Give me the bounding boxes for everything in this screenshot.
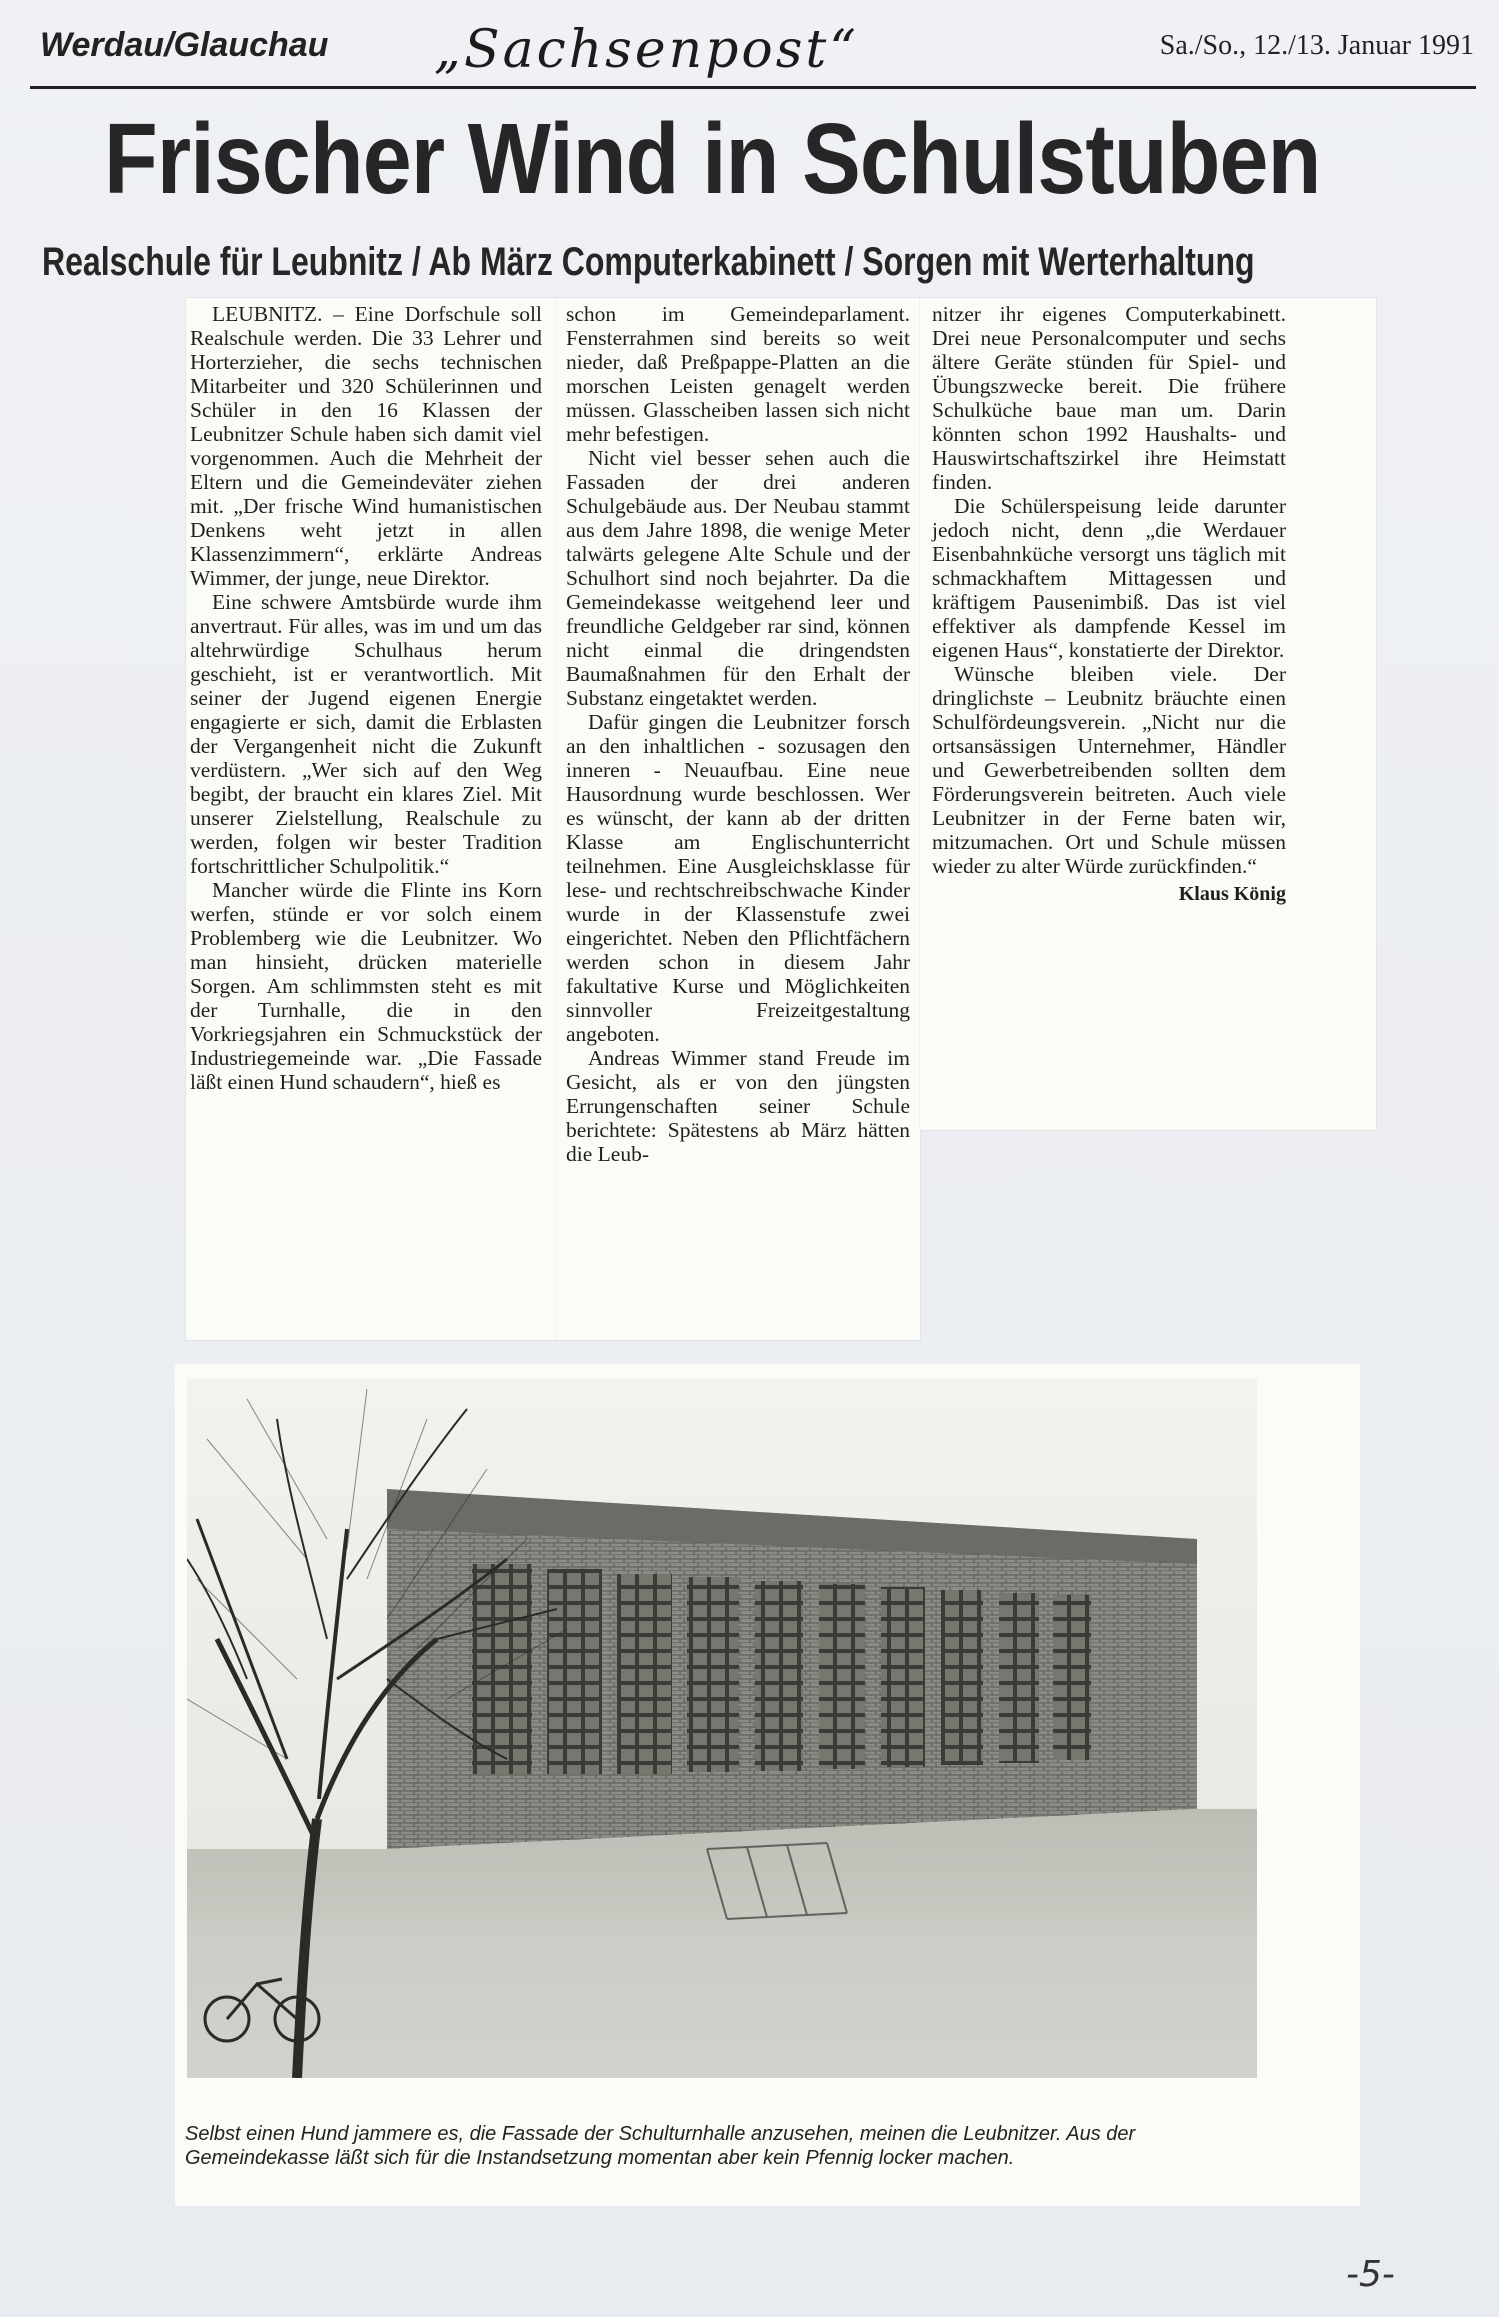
article-column-1 [190, 302, 542, 1094]
school-gym-photo [187, 1379, 1257, 2078]
paragraph: Eine schwere Amtsbürde wurde ihm anvertraut. Für alles, was im und um das altehrwürdige Schulhaus herum geschieht, ist er verantwortlich. Mit seiner der Jugend eigenen Energie engagierte er sich, damit die Erblasten der Vergangenheit nicht die Zukunft verdüstern. „Wer sich auf den Weg begibt, der braucht ein klares Ziel. Mit unserer Zielstellung, Realschule zu werden, folgen wir bester Tradition fortschrittlicher Schulpolitik.“ [190, 590, 542, 878]
author-byline: Klaus König [1178, 883, 1286, 905]
newspaper-name: „Sachsenpost“ [434, 20, 859, 80]
paragraph: Mancher würde die Flinte ins Korn werfen, stünde er vor solch einem Problemberg wie die Leubnitzer. Wo man hinsieht, drücken materielle Sorgen. Am schlimmsten steht es mit der Turnhalle, die in den Vorkriegsjahren ein Schmuckstück der Industriegemeinde war. „Die Fassade läßt einen Hund schaudern“, hieß es [190, 878, 542, 1094]
page-number: -5- [1346, 2254, 1395, 2295]
photo-caption: Selbst einen Hund jammere es, die Fassade der Schulturnhalle anzusehen, meinen die Leubnitzer. Aus der Gemeindekasse läßt sich für die Instandsetzung momentan aber kein Pfennig locker machen. [185, 2123, 1136, 2169]
paragraph: Dafür gingen die Leubnitzer forsch an den inhaltlichen - sozusagen den inneren - Neuaufbau. Eine neue Hausordnung wurde beschlossen. Wer es wünscht, der kann ab der dritten Klasse am Englischunterricht teilnehmen. Eine Ausgleichsklasse für lese- und rechtschreibschwache Kinder wurde in der Klassenstufe zwei eingerichtet. Neben den Pflichtfächern werden schon in diesem Jahr fakultative Kurse und Möglichkeiten sinnvoller Freizeitgestaltung angeboten. [566, 710, 910, 1046]
article-subheadline: Realschule für Leubnitz / Ab März Computerkabinett / Sorgen mit Werterhaltung [42, 240, 1255, 284]
paragraph: Die Schülerspeisung leide darunter jedoch nicht, denn „die Werdauer Eisenbahnküche versorgt uns täglich mit schmackhaftem Mittagessen und kräftigem Pausenimbiß. Das ist viel effektiver als dampfende Kessel im eigenen Haus“, konstatierte der Direktor. [932, 494, 1286, 662]
article-column-2 [566, 302, 910, 1166]
paragraph: nitzer ihr eigenes Computerkabinett. Drei neue Personalcomputer und sechs ältere Geräte stünden für Spiel- und Übungszwecke bereit. Die frühere Schulküche baue man um. Darin könnten schon 1992 Haushalts- und Hauswirtschaftszirkel ihre Heimstatt finden. [932, 302, 1286, 494]
paragraph: Andreas Wimmer stand Freude im Gesicht, als er von den jüngsten Errungenschaften seiner Schule berichtete: Spätestens ab März hätten die Leub- [566, 1046, 910, 1166]
photo-clipping [175, 1364, 1360, 2206]
article-column-3 [932, 302, 1286, 906]
paragraph: schon im Gemeindeparlament. Fensterrahmen sind bereits so weit nieder, daß Preßpappe-Platten an die morschen Leisten genagelt werden müssen. Glasscheiben lassen sich nicht mehr befestigen. [566, 302, 910, 446]
masthead-rule [30, 86, 1476, 89]
paragraph: LEUBNITZ. – Eine Dorfschule soll Realschule werden. Die 33 Lehrer und Horterzieher, die sechs technischen Mitarbeiter und 320 Schülerinnen und Schüler in den 16 Klassen der Leubnitzer Schule haben sich damit viel vorgenommen. Auch die Mehrheit der Eltern und die Gemeindeväter ziehen mit. „Der frische Wind humanistischen Denkens weht jetzt in allen Klassenzimmern“, erklärte Andreas Wimmer, der junge, neue Direktor. [190, 302, 542, 590]
paragraph: Wünsche bleiben viele. Der dringlichste – Leubnitz bräuchte einen Schulfördeungsverein. „Nicht nur die ortsansässigen Unternehmer, Händler und Gewerbetreibenden sollten dem Förderungsverein beitreten. Auch viele Leubnitzer in der Ferne baten wir, mitzumachen. Ort und Schule müssen wieder zu alter Würde zurückfinden.“ [932, 662, 1286, 878]
paragraph: Nicht viel besser sehen auch die Fassaden der drei anderen Schulgebäude aus. Der Neubau stammt aus dem Jahre 1898, die wenige Meter talwärts gelegene Alte Schule und der Schulhort sind noch bejahrter. Da die Gemeindekasse weitgehend leer und freundliche Geldgeber rar sind, können nicht einmal die dringendsten Baumaßnahmen für den Erhalt der Substanz eingetaktet werden. [566, 446, 910, 710]
newspaper-masthead [36, 20, 1474, 90]
issue-date: Sa./So., 12./13. Januar 1991 [1159, 30, 1474, 61]
region-label: Werdau/Glauchau [40, 26, 329, 64]
article-headline: Frischer Wind in Schulstuben [104, 103, 1321, 215]
